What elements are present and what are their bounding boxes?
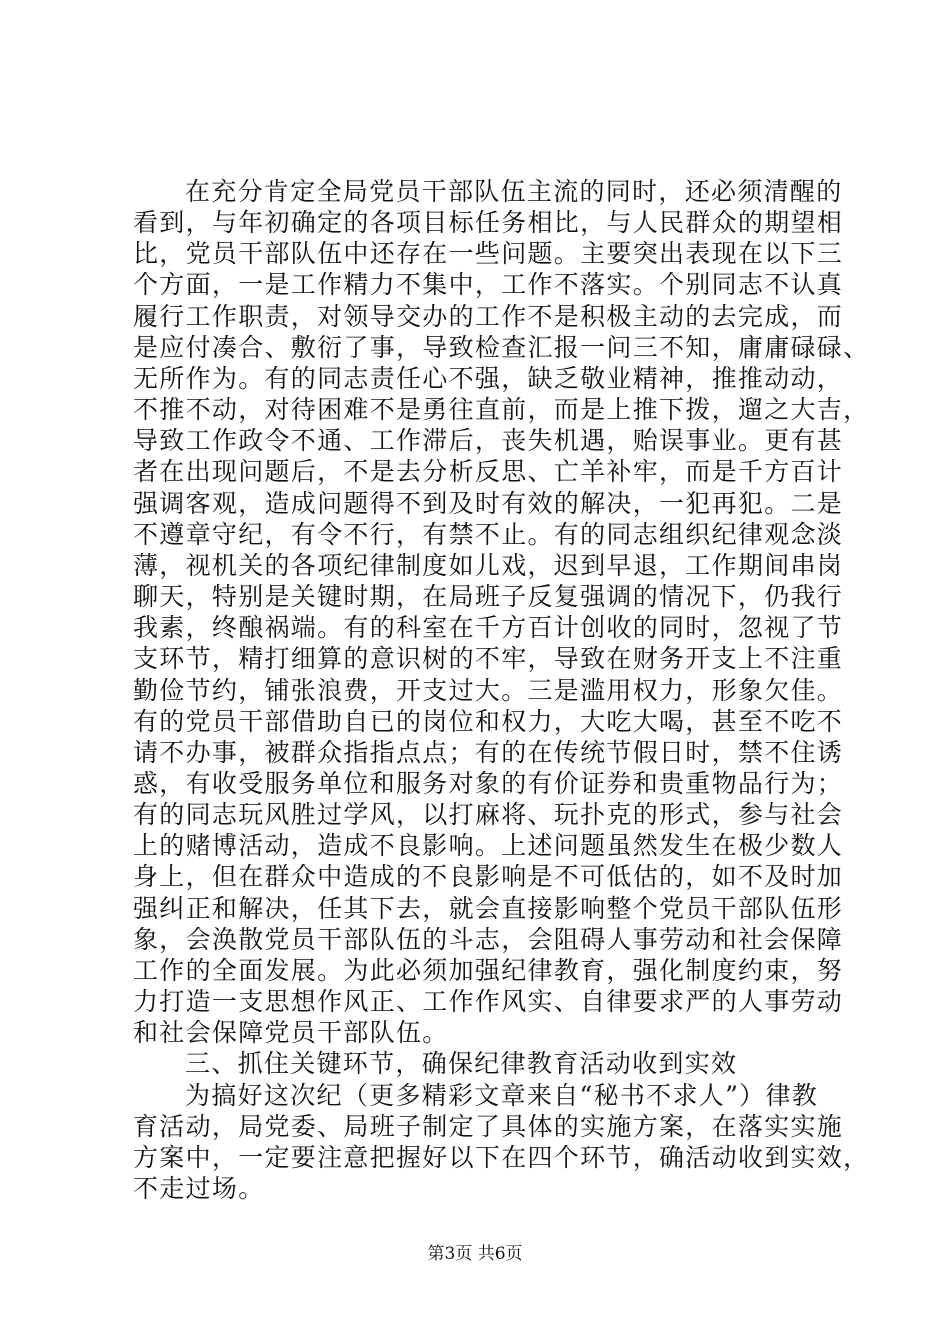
paragraph-line: 者在出现问题后，不是去分析反思、亡羊补牢，而是千方百计 <box>133 457 844 486</box>
paragraph-line: 象，会涣散党员干部队伍的斗志，会阻碍人事劳动和社会保障 <box>133 925 844 954</box>
paragraph-line: 请不办事，被群众指指点点；有的在传统节假日时，禁不住诱 <box>133 738 844 767</box>
paragraph-line: 支环节，精打细算的意识树的不牢，导致在财务开支上不注重 <box>133 644 844 673</box>
paragraph-line: 履行工作职责，对领导交办的工作不是积极主动的去完成，而 <box>133 302 844 331</box>
paragraph-line: 看到，与年初确定的各项目标任务相比，与人民群众的期望相 <box>133 208 844 237</box>
paragraph-line: 强纠正和解决，任其下去，就会直接影响整个党员干部队伍形 <box>133 894 844 923</box>
paragraph-line: 和社会保障党员干部队伍。 <box>133 1018 449 1047</box>
paragraph-line: 不推不动，对待困难不是勇往直前，而是上推下拨，遛之大吉， <box>133 395 870 424</box>
paragraph-line: 勤俭节约，铺张浪费，开支过大。三是滥用权力，形象欠佳。 <box>133 676 844 705</box>
paragraph-line: 是应付凑合、敷衍了事，导致检查汇报一问三不知，庸庸碌碌、 <box>133 333 870 362</box>
paragraph-line: 为搞好这次纪（更多精彩文章来自“秘书不求人”）律教 <box>185 1081 819 1110</box>
paragraph-line: 方案中，一定要注意把握好以下在四个环节，确活动收到实效， <box>133 1143 870 1172</box>
paragraph-line: 不遵章守纪，有令不行，有禁不止。有的同志组织纪律观念淡 <box>133 520 844 549</box>
paragraph-line: 育活动，局党委、局班子制定了具体的实施方案，在落实实施 <box>133 1112 844 1141</box>
paragraph-line: 我素，终酿祸端。有的科室在千方百计创收的同时，忽视了节 <box>133 613 844 642</box>
paragraph-line: 力打造一支思想作风正、工作作风实、自律要求严的人事劳动 <box>133 987 844 1016</box>
page-number-footer: 第3页 共6页 <box>427 1244 523 1264</box>
paragraph-line: 上的赌博活动，造成不良影响。上述问题虽然发生在极少数人 <box>133 831 844 860</box>
paragraph-line: 无所作为。有的同志责任心不强，缺乏敬业精神，推推动动， <box>133 364 844 393</box>
paragraph-line: 惑，有收受服务单位和服务对象的有价证券和贵重物品行为； <box>133 769 844 798</box>
paragraph-line: 在充分肯定全局党员干部队伍主流的同时，还必须清醒的 <box>185 177 843 206</box>
paragraph-line: 比，党员干部队伍中还存在一些问题。主要突出表现在以下三 <box>133 239 844 268</box>
paragraph-line: 聊天，特别是关键时期，在局班子反复强调的情况下，仍我行 <box>133 582 844 611</box>
paragraph-line: 不走过场。 <box>133 1174 265 1203</box>
paragraph-line: 导致工作政令不通、工作滞后，丧失机遇，贻误事业。更有甚 <box>133 426 844 455</box>
paragraph-line: 身上，但在群众中造成的不良影响是不可低估的，如不及时加 <box>133 862 844 891</box>
paragraph-line: 有的党员干部借助自已的岗位和权力，大吃大喝，甚至不吃不 <box>133 707 844 736</box>
paragraph-line: 薄，视机关的各项纪律制度如儿戏，迟到早退，工作期间串岗 <box>133 551 844 580</box>
section-heading: 三、抓住关键环节，确保纪律教育活动收到实效 <box>185 1049 738 1078</box>
paragraph-line: 强调客观，造成问题得不到及时有效的解决，一犯再犯。二是 <box>133 489 844 518</box>
paragraph-line: 有的同志玩风胜过学风，以打麻将、玩扑克的形式，参与社会 <box>133 800 844 829</box>
paragraph-line: 工作的全面发展。为此必须加强纪律教育，强化制度约束，努 <box>133 956 844 985</box>
paragraph-line: 个方面，一是工作精力不集中，工作不落实。个别同志不认真 <box>133 270 844 299</box>
